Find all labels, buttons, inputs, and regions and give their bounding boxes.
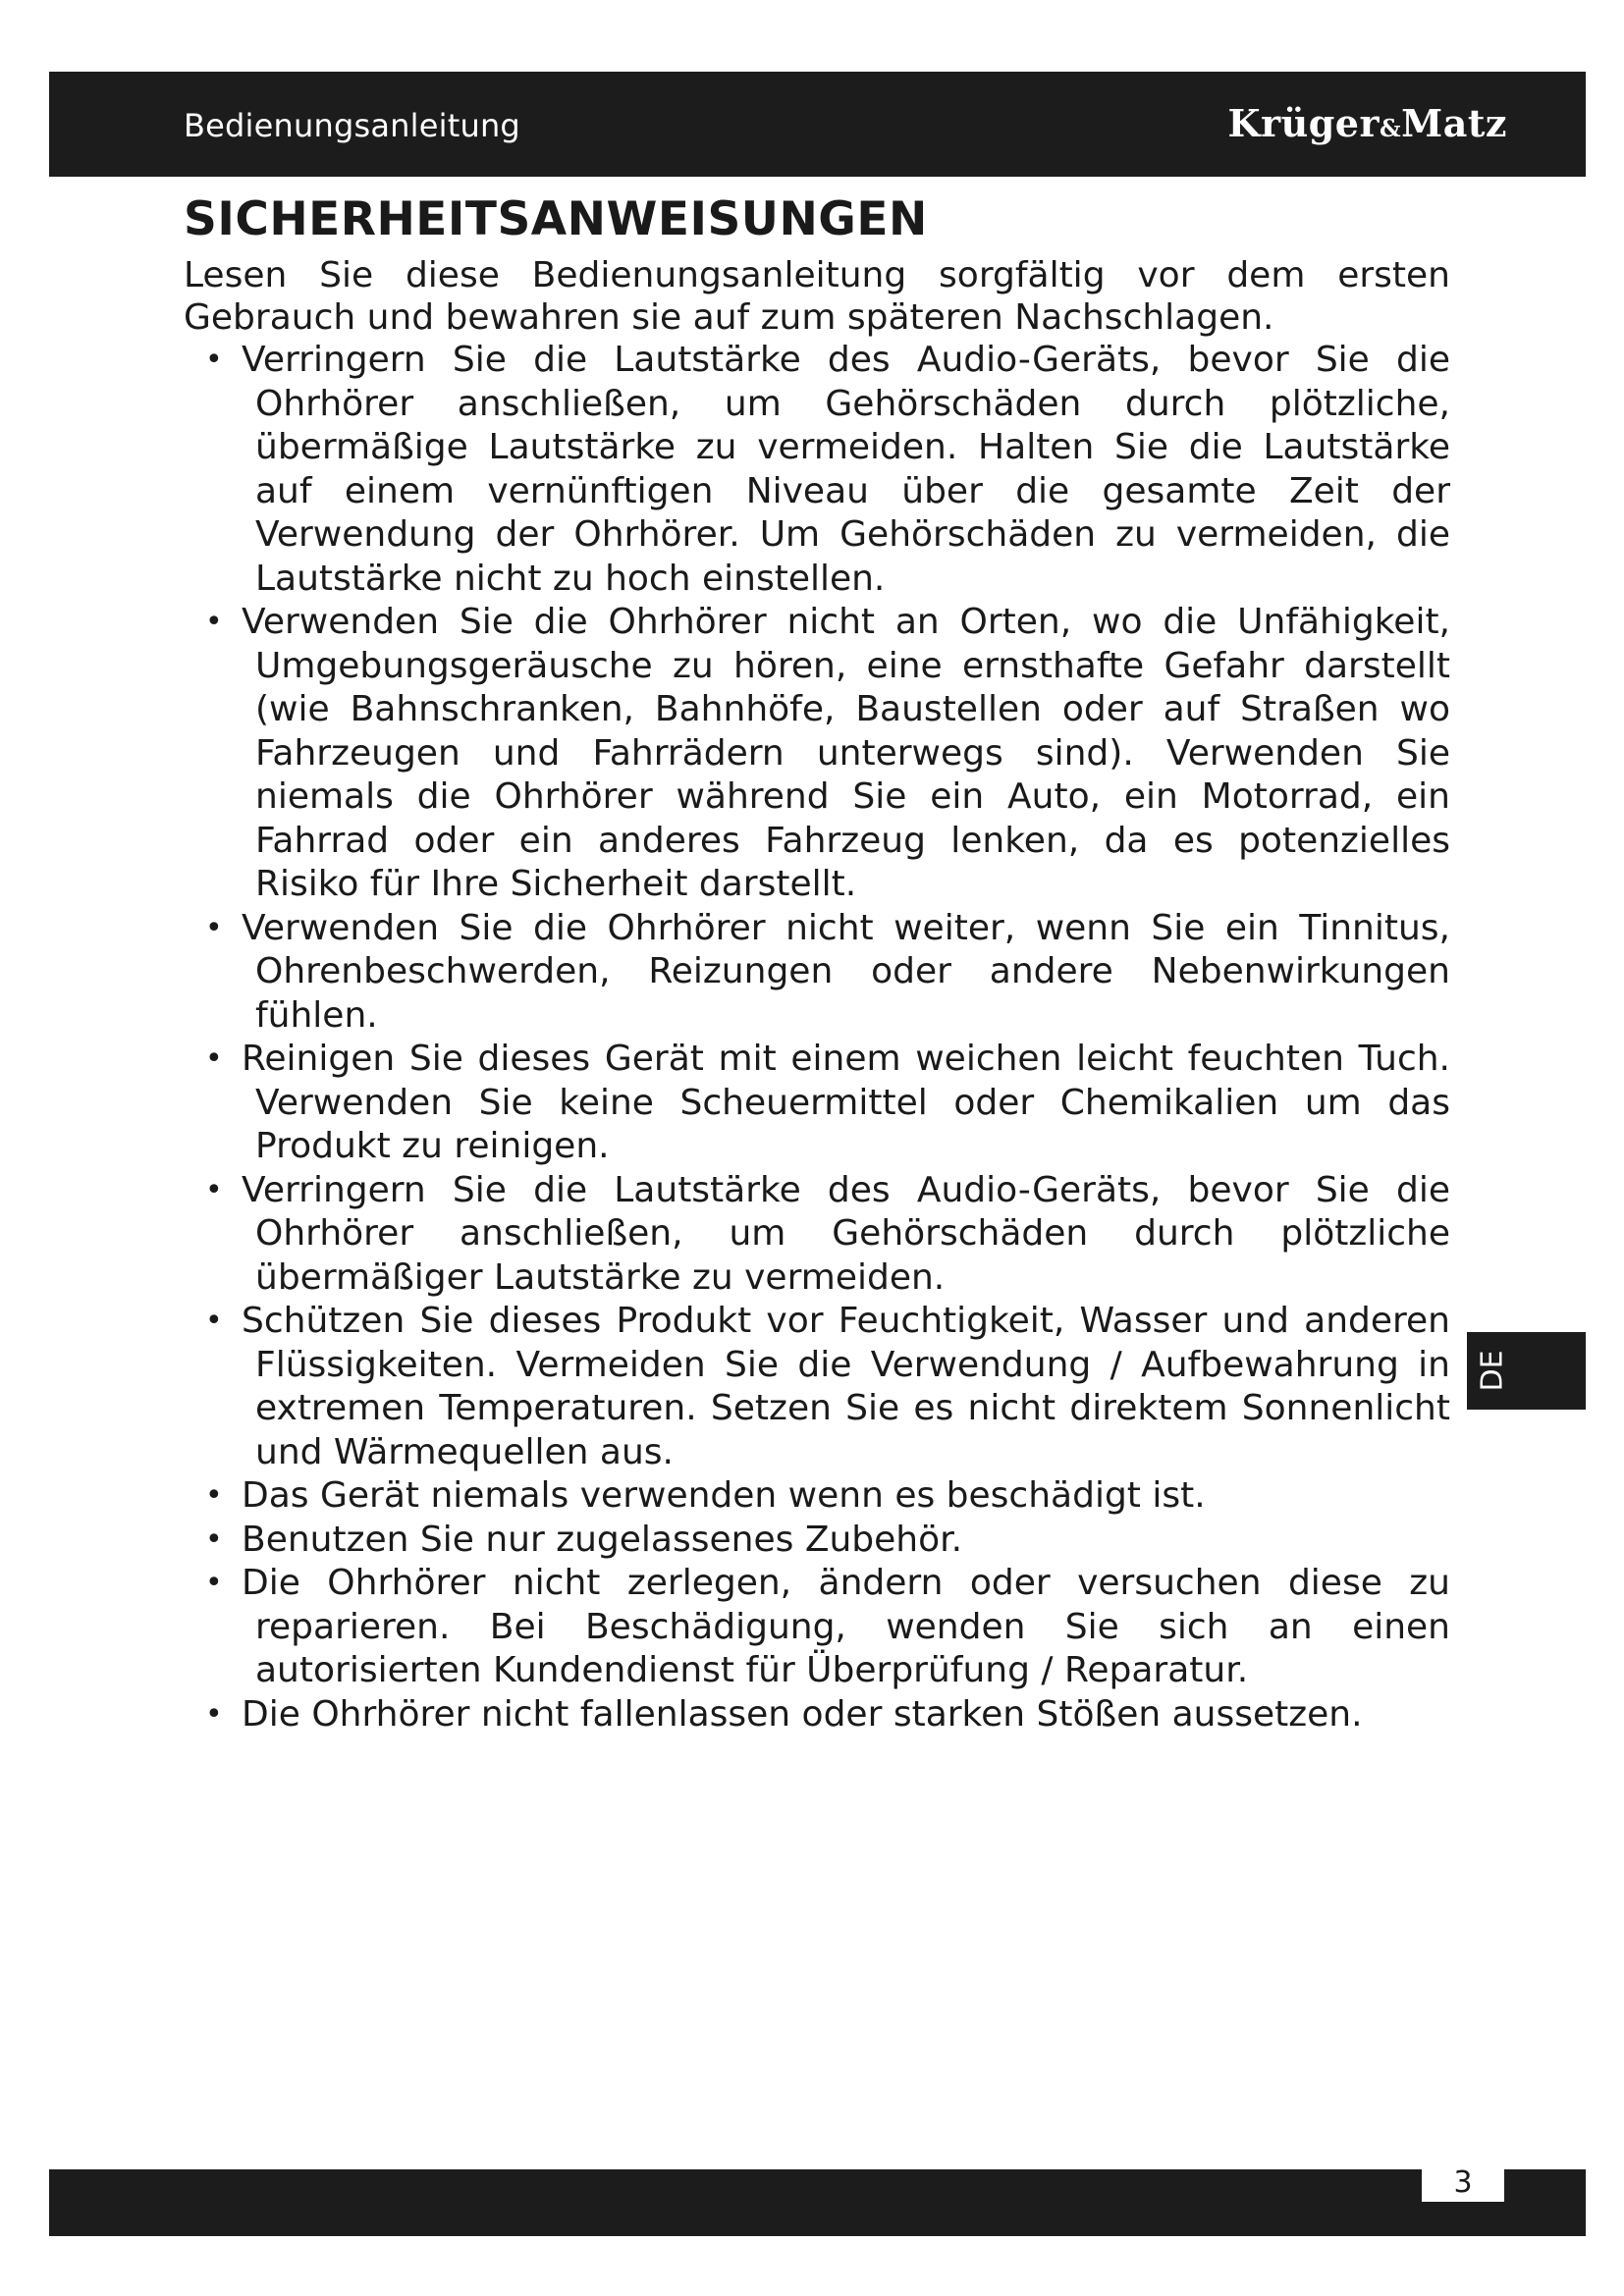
bullet-icon: • [205,1304,223,1338]
language-tab-label: DE [1475,1350,1510,1392]
safety-rule-item [184,1519,1450,1563]
language-tab [1467,1332,1586,1410]
safety-rule-item [184,601,1450,907]
safety-rule-item [184,1693,1450,1737]
language-tab-label-wrap [1471,1332,1514,1410]
bullet-icon: • [205,1522,223,1557]
header-bar [49,72,1586,177]
brand-logo [1228,101,1507,145]
safety-rule-text: Reinigen Sie dieses Gerät mit einem weichen leicht feuchten Tuch. Verwenden Sie keine Scheuermittel oder Chemikalien um das Produkt zu reinigen. [242,1039,1450,1166]
bullet-icon: • [205,1041,223,1076]
safety-rule-item [184,1562,1450,1693]
footer-bar [49,2169,1586,2236]
page-content [184,192,1450,1736]
brand-ampersand: & [1380,114,1402,142]
bullet-icon: • [205,1696,223,1732]
page-number: 3 [1422,2163,1504,2202]
safety-rule-item [184,1474,1450,1519]
bullet-icon: • [205,910,223,945]
safety-rule-text: Verringern Sie die Lautstärke des Audio-Geräts, bevor Sie die Ohrhörer anschließen, um Gehörschäden durch plötzliche übermäßiger Lautstärke zu vermeiden. [242,1169,1450,1298]
safety-rule-item [184,339,1450,601]
intro-paragraph: Lesen Sie diese Bedienungsanleitung sorgfältig vor dem ersten Gebrauch und bewahren sie auf zum späteren Nachschlagen. [184,255,1450,338]
safety-rule-item [184,1038,1450,1169]
safety-rule-text: Verringern Sie die Lautstärke des Audio-Geräts, bevor Sie die Ohrhörer anschließen, um Gehörschäden durch plötzliche, übermäßige Lautstärke zu vermeiden. Halten Sie die Lautstärke auf einem vernünftigen Niveau über die gesamte Zeit der Verwendung der Ohrhörer. Um Gehörschäden zu vermeiden, die Lautstärke nicht zu hoch einstellen. [242,340,1450,599]
brand-name-part2: Matz [1401,101,1507,145]
page-title: SICHERHEITSANWEISUNGEN [184,192,928,246]
safety-rule-text: Das Gerät niemals verwenden wenn es beschädigt ist. [242,1475,1206,1516]
safety-rule-text: Verwenden Sie die Ohrhörer nicht weiter, wenn Sie ein Tinnitus, Ohrenbeschwerden, Reizungen oder andere Nebenwirkungen fühlen. [242,907,1450,1036]
bullet-icon: • [205,343,223,377]
bullet-icon: • [205,1172,223,1207]
bullet-icon: • [205,1566,223,1600]
safety-rule-item [184,1169,1450,1301]
header-label: Bedienungsanleitung [184,107,520,144]
safety-rule-text: Benutzen Sie nur zugelassenes Zubehör. [242,1519,963,1560]
safety-rule-text: Verwenden Sie die Ohrhörer nicht an Orten, wo die Unfähigkeit, Umgebungsgeräusche zu hören, eine ernsthafte Gefahr darstellt (wie Bahnschranken, Bahnhöfe, Baustellen oder auf Straßen wo Fahrzeugen und Fahrrädern unterwegs sind). Verwenden Sie niemals die Ohrhörer während Sie ein Auto, ein Motorrad, ein Fahrrad oder ein anderes Fahrzeug lenken, da es potenzielles Risiko für Ihre Sicherheit darstellt. [242,602,1450,904]
safety-rule-text: Die Ohrhörer nicht zerlegen, ändern oder versuchen diese zu reparieren. Bei Beschädigung, wenden Sie sich an einen autorisierten Kundendienst für Überprüfung / Reparatur. [242,1563,1450,1690]
safety-rule-item [184,907,1450,1039]
bullet-icon: • [205,605,223,639]
safety-rule-item [184,1300,1450,1474]
brand-name-part1: Krüger [1227,101,1380,145]
safety-rules-list [184,339,1450,1736]
safety-rule-text: Die Ohrhörer nicht fallenlassen oder starken Stößen aussetzen. [242,1693,1363,1735]
bullet-icon: • [205,1478,223,1513]
safety-rule-text: Schützen Sie dieses Produkt vor Feuchtigkeit, Wasser und anderen Flüssigkeiten. Vermeiden Sie die Verwendung / Aufbewahrung in extremen Temperaturen. Setzen Sie es nicht direktem Sonnenlicht und Wärmequellen aus. [242,1301,1450,1472]
